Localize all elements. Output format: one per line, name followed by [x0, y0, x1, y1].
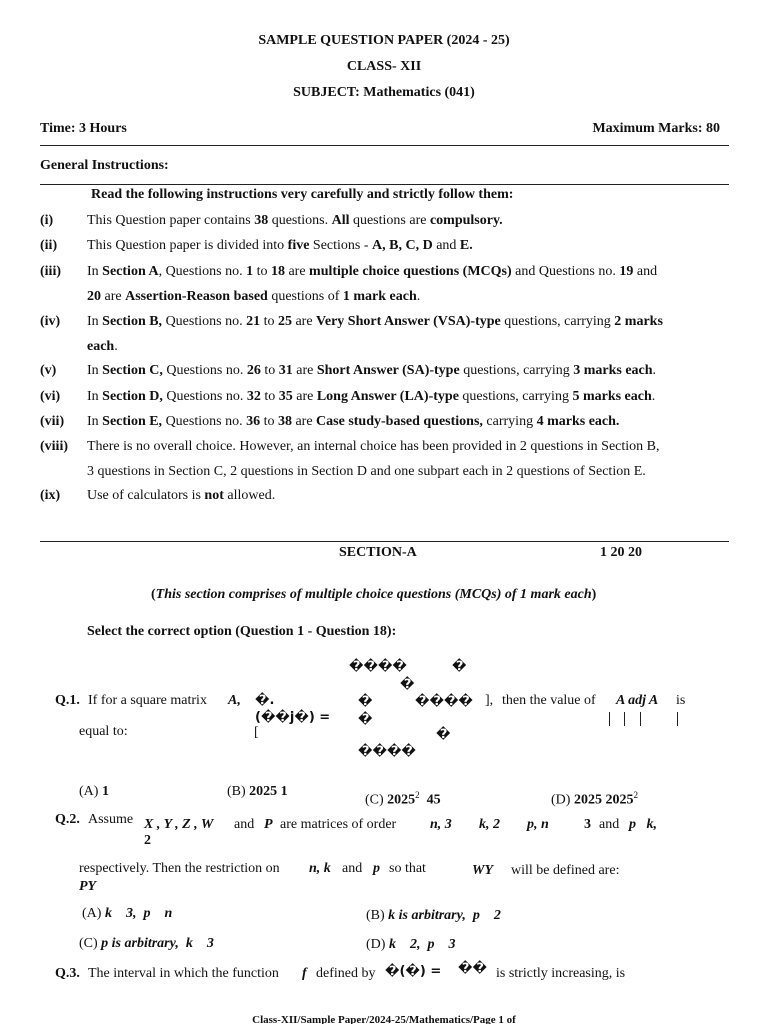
q2-option-a[interactable] [82, 906, 172, 922]
instruction-segment: questions, carrying [458, 389, 573, 404]
instruction-number: (i) [40, 213, 54, 228]
option-label: (B) [366, 908, 385, 923]
q2-expr1: WY [472, 863, 493, 878]
instruction-segment: 26 [246, 363, 261, 378]
q2-order1: n, 3 [430, 817, 452, 832]
instruction-segment: 32 [246, 389, 261, 404]
q1-bracket-close: ], [485, 693, 494, 708]
q2-vars: X , Y , Z , W [144, 817, 214, 832]
section-a-note [151, 587, 596, 603]
q1-abs-bar [624, 712, 625, 726]
q2-var-p: P [264, 817, 273, 832]
paper-title: SAMPLE QUESTION PAPER (2024 - 25) [258, 33, 510, 48]
instruction-segment: Questions no. [162, 363, 247, 378]
instruction-segment: 1 [246, 264, 254, 279]
instruction-text [87, 339, 118, 355]
instruction-segment: Use of calculators is [87, 488, 205, 503]
q2-var-p2: p [373, 861, 380, 876]
select-option-instruction: Select the correct option (Question 1 - Question 18): [87, 624, 397, 639]
instruction-segment: multiple choice questions (MCQs) [309, 264, 512, 279]
instruction-segment: compulsory. [429, 213, 503, 228]
q2-text-d: so that [389, 861, 426, 876]
instruction-segment: Section A [102, 264, 159, 279]
q1-glyph-dot: �. [255, 693, 275, 708]
instruction-segment: All [331, 213, 350, 228]
instruction-segment: 3 marks each [573, 363, 653, 378]
q1-matrix-r1a: ���� [349, 659, 407, 674]
q2-option-b[interactable] [366, 908, 501, 924]
instruction-segment: are [292, 363, 317, 378]
q2-order4-b: p k, [629, 817, 657, 832]
note-text: This section comprises of multiple choice questions (MCQs) of 1 mark each [155, 587, 592, 602]
instruction-number: (iii) [40, 264, 61, 279]
instruction-segment: and Questions no. [511, 264, 620, 279]
note-close: ) [591, 587, 597, 602]
instruction-segment: to [260, 389, 279, 404]
instruction-text [87, 314, 663, 330]
instruction-segment: to [253, 264, 271, 279]
instruction-segment: 18 [270, 264, 285, 279]
q2-text-b: are matrices of order [280, 817, 397, 832]
option-value: p is arbitrary, k 3 [101, 936, 214, 951]
q1-abs-bar [640, 712, 641, 726]
instruction-segment: and [432, 238, 460, 253]
instruction-segment: questions, carrying [500, 314, 615, 329]
instruction-segment: Short Answer (SA)-type [316, 363, 460, 378]
class-label: CLASS- XII [346, 59, 422, 74]
instruction-segment: This Question paper is divided into [87, 238, 288, 253]
subject-label: SUBJECT: Mathematics (041) [293, 85, 475, 100]
page-footer: Class-XII/Sample Paper/2024-25/Mathematics/Page 1 of [252, 1014, 516, 1024]
instruction-segment: 1 mark each [342, 289, 417, 304]
option-superscript: 2 [633, 790, 638, 800]
option-label: (A) [79, 784, 99, 799]
instruction-segment: are [292, 389, 317, 404]
time-label: Time: 3 Hours [40, 121, 127, 136]
option-value: k is arbitrary, p 2 [388, 908, 501, 923]
instruction-segment: Section C, [102, 363, 163, 378]
instruction-segment: are [291, 414, 317, 429]
q3-glyph-e: �� [458, 961, 487, 976]
option-label: (C) [79, 936, 98, 951]
q1-matrix-r2b: ���� [415, 694, 473, 709]
option-value: 2025 [387, 792, 416, 808]
instruction-number: (ii) [40, 238, 58, 253]
q1-matrix-r3b: � [436, 727, 451, 742]
instruction-segment: Section E, [102, 414, 163, 429]
option-value: 1 [101, 784, 109, 799]
q2-var-nk: n, k [309, 861, 331, 876]
q1-bracket-open: [ [254, 725, 259, 740]
instruction-segment: , Questions no. [158, 264, 247, 279]
instructions-lead: Read the following instructions very carefully and strictly follow them: [91, 187, 514, 202]
q2-text-e: will be defined are: [511, 863, 620, 878]
q1-abs-bar [677, 712, 678, 726]
instruction-text [87, 238, 473, 254]
instruction-segment: questions are [349, 213, 430, 228]
q1-option-b[interactable] [227, 784, 288, 800]
q1-text-c: is [676, 693, 686, 708]
instruction-segment: Questions no. [162, 314, 247, 329]
option-label: (B) [227, 784, 246, 799]
instruction-text [87, 414, 619, 430]
instruction-number: (viii) [40, 439, 68, 454]
instruction-segment: . [114, 339, 118, 354]
instruction-text [87, 264, 657, 280]
instruction-segment: 25 [277, 314, 292, 329]
q2-text-a: Assume [88, 812, 134, 827]
q1-var-b: A adj A [616, 693, 659, 708]
instruction-text [87, 213, 503, 229]
instruction-segment: questions, carrying [459, 363, 574, 378]
instruction-segment: In [87, 414, 103, 429]
instruction-segment: five [287, 238, 310, 253]
instruction-segment: 38 [254, 213, 269, 228]
instruction-segment: . [652, 363, 657, 378]
q1-matrix-r1c: � [400, 677, 415, 692]
q1-glyph-aij: (��j�) = [255, 710, 331, 725]
instruction-segment: In [87, 389, 103, 404]
instruction-segment: 20 [87, 289, 101, 304]
instruction-segment: carrying [482, 414, 537, 429]
instruction-segment: Questions no. [162, 414, 247, 429]
q1-option-a[interactable] [79, 784, 109, 800]
option-value: 2025 1 [249, 784, 288, 799]
instruction-segment: This Question paper contains [87, 213, 255, 228]
q2-option-d[interactable] [366, 937, 455, 953]
option-value: k 3, p n [104, 906, 173, 921]
instruction-segment: to [260, 363, 279, 378]
instruction-number: (v) [40, 363, 57, 378]
section-divider [40, 541, 729, 542]
instruction-segment: In [87, 264, 103, 279]
q3-text-c: is strictly increasing, is [496, 966, 626, 981]
q1-text-b: then the value of [502, 693, 596, 708]
q2-label: Q.2. [55, 812, 80, 827]
instruction-text [87, 363, 656, 379]
q1-text-a: If for a square matrix [88, 693, 207, 708]
instruction-text [87, 289, 420, 305]
q1-abs-bar [609, 712, 610, 726]
q3-text-a: The interval in which the function [88, 966, 279, 981]
instruction-segment: In [87, 363, 103, 378]
instruction-segment: and [633, 264, 658, 279]
instruction-segment: Case study-based questions, [316, 414, 483, 429]
instruction-number: (vi) [40, 389, 61, 404]
q3-glyph-fx: �(�) = [385, 964, 442, 979]
instruction-segment: are [101, 289, 126, 304]
option-value: k 2, p 3 [388, 937, 456, 952]
q1-option-d[interactable] [551, 790, 638, 809]
instruction-segment: 19 [619, 264, 634, 279]
option-value: 2025 2025 [573, 792, 634, 808]
instruction-segment: 31 [278, 363, 293, 378]
q2-order4-a: 3 [584, 817, 591, 832]
instruction-segment: questions of [267, 289, 343, 304]
q1-label: Q.1. [55, 693, 80, 708]
q2-order3: p, n [527, 817, 549, 832]
instruction-segment: 5 marks each [572, 389, 652, 404]
instruction-segment: A, B, C, D [372, 238, 433, 253]
q2-text-c: respectively. Then the restriction on [79, 861, 280, 876]
instruction-segment: 35 [278, 389, 293, 404]
instruction-segment: 21 [246, 314, 261, 329]
q3-var-f: f [302, 966, 307, 981]
q1-matrix-r2a: � [358, 694, 373, 709]
note-open: ( [151, 587, 156, 602]
instructions-divider [40, 184, 729, 185]
instructions-heading: General Instructions: [40, 158, 169, 173]
instruction-segment: Very Short Answer (VSA)-type [316, 314, 501, 329]
q1-matrix-r3a: � [358, 712, 373, 727]
q2-order4-and: and [599, 817, 620, 832]
instruction-segment: . [651, 389, 656, 404]
header-divider [40, 145, 729, 146]
instruction-segment: are [284, 264, 310, 279]
q2-order2: k, 2 [479, 817, 500, 832]
q1-var-a: A, [228, 693, 241, 708]
instruction-segment: Assertion-Reason based [125, 289, 268, 304]
section-a-title: SECTION-A [339, 545, 417, 560]
instruction-segment: There is no overall choice. However, an internal choice has been provided in 2 questions in Section B, [87, 439, 660, 454]
q2-and2: and [342, 861, 363, 876]
instruction-segment: 2 marks [614, 314, 663, 329]
instruction-segment: Section B, [102, 314, 163, 329]
instruction-number: (vii) [40, 414, 65, 429]
instruction-segment: . [416, 289, 421, 304]
q1-matrix-r4: ���� [358, 744, 416, 759]
instruction-text [87, 488, 275, 504]
instruction-segment: each [87, 339, 115, 354]
instruction-segment: In [87, 314, 103, 329]
instruction-segment: E. [459, 238, 473, 253]
q2-option-c[interactable] [79, 936, 214, 952]
instruction-segment: Questions no. [162, 389, 247, 404]
q2-expr2: PY [79, 879, 97, 894]
option-label: (D) [551, 792, 571, 808]
instruction-segment: are [291, 314, 317, 329]
q3-text-b: defined by [316, 966, 376, 981]
option-label: (A) [82, 906, 102, 921]
instruction-segment: 38 [277, 414, 292, 429]
q1-option-c[interactable] [365, 790, 441, 809]
instruction-segment: 4 marks each. [536, 414, 620, 429]
instruction-segment: Sections - [309, 238, 373, 253]
q2-sub2: 2 [144, 833, 151, 848]
q3-label: Q.3. [55, 966, 80, 981]
instruction-text [87, 464, 646, 480]
instruction-number: (ix) [40, 488, 61, 503]
q1-matrix-r1b: � [452, 659, 467, 674]
instruction-text [87, 439, 660, 455]
instruction-segment: questions. [268, 213, 332, 228]
option-tail: 45 [419, 792, 441, 808]
option-label: (D) [366, 937, 386, 952]
q2-and1: and [234, 817, 255, 832]
option-superscript: 2 [415, 790, 420, 800]
instruction-number: (iv) [40, 314, 61, 329]
instruction-segment: 3 questions in Section C, 2 questions in Section D and one subpart each in 2 questions of Section E. [87, 464, 646, 479]
instruction-segment: Long Answer (LA)-type [316, 389, 459, 404]
section-a-marks: 1 20 20 [600, 545, 642, 560]
max-marks-label: Maximum Marks: 80 [592, 121, 720, 136]
instruction-segment: allowed. [223, 488, 276, 503]
instruction-segment: not [204, 488, 224, 503]
instruction-segment: 36 [246, 414, 261, 429]
q1-text-d: equal to: [79, 724, 128, 739]
option-label: (C) [365, 792, 384, 808]
instruction-segment: to [260, 314, 278, 329]
instruction-text [87, 389, 655, 405]
instruction-segment: Section D, [102, 389, 163, 404]
instruction-segment: to [260, 414, 278, 429]
